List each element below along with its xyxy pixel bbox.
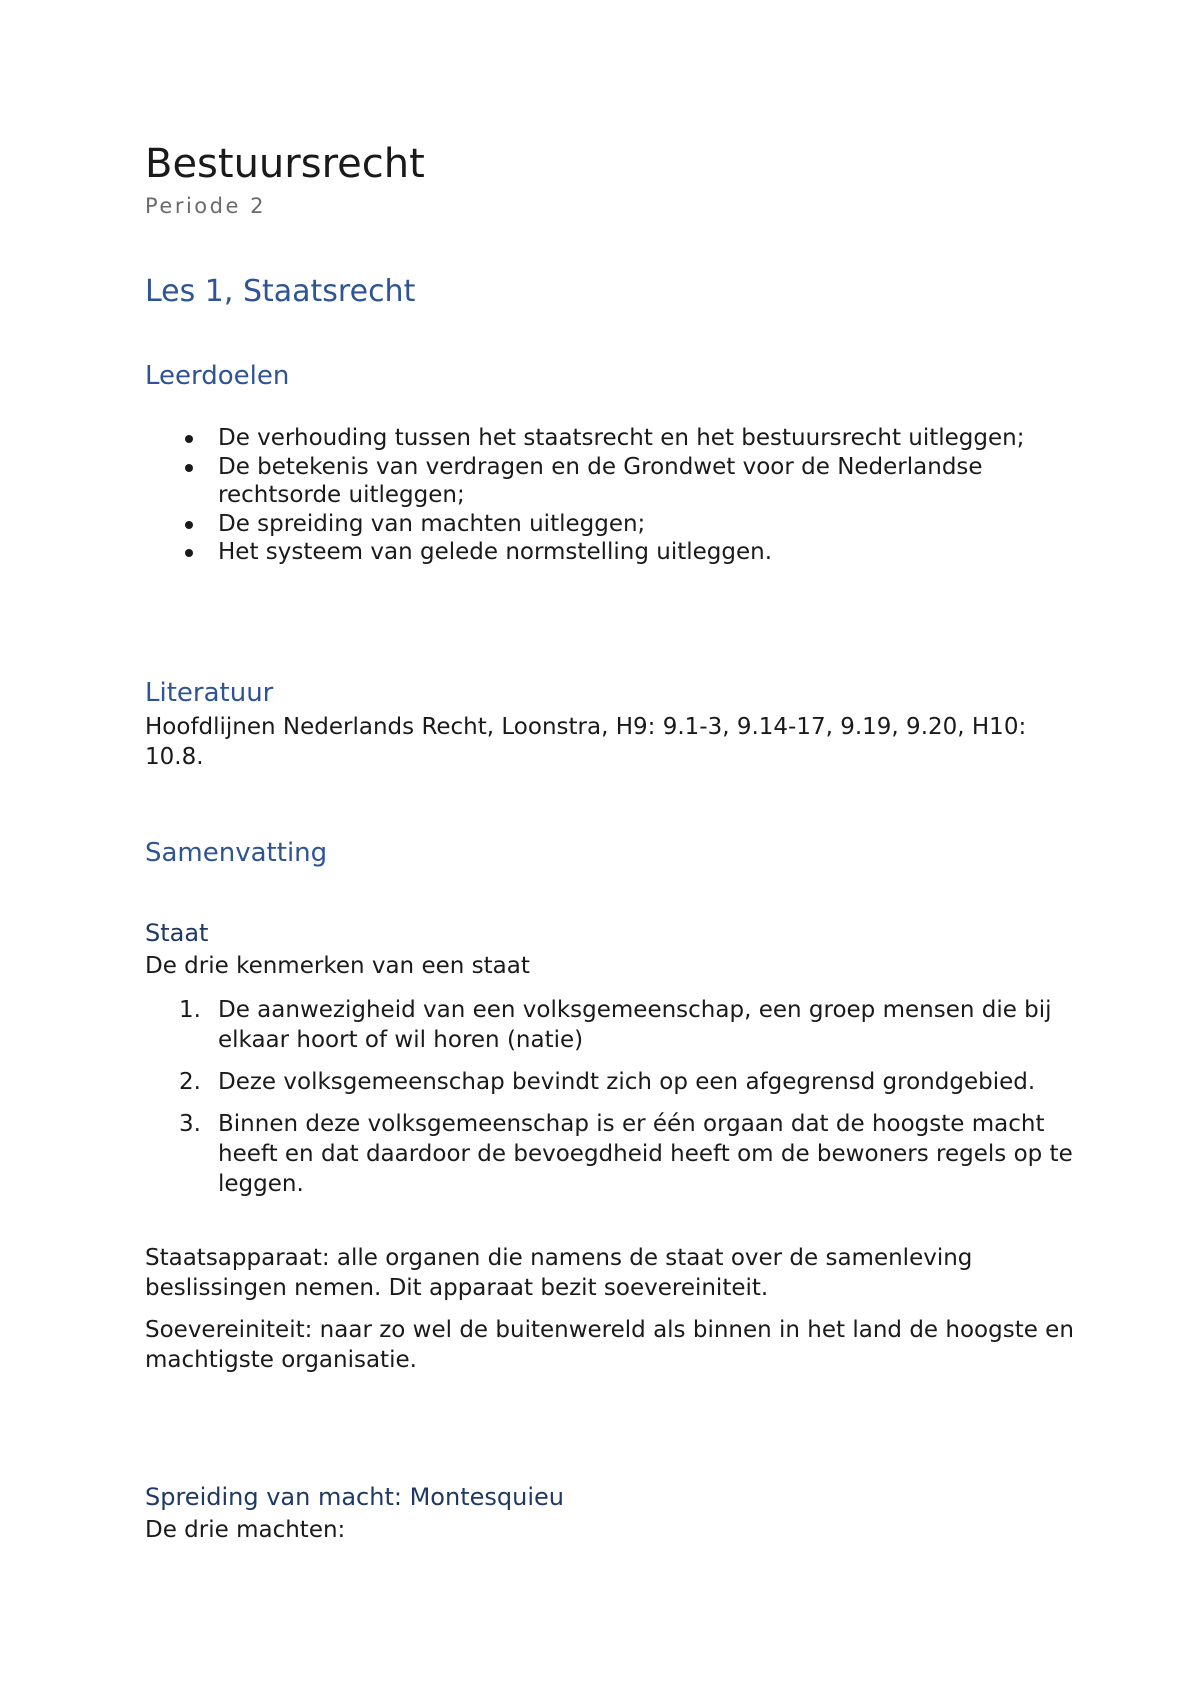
list-item (145, 453, 1085, 510)
soevereiniteit-text: Soevereiniteit: naar zo wel de buitenwereld als binnen in het land de hoogste en machtigste organisatie. (145, 1317, 1074, 1373)
list-item-text: De spreiding van machten uitleggen; (218, 510, 646, 537)
list-item (145, 538, 1085, 567)
document-subtitle: Periode 2 (145, 194, 266, 218)
staat-intro: De drie kenmerken van een staat (145, 953, 530, 979)
list-item (145, 510, 1085, 539)
list-number: 1. (179, 997, 201, 1023)
document-title: Bestuursrecht (145, 141, 425, 187)
list-item-text: Deze volksgemeenschap bevindt zich op een afgegrensd grondgebied. (218, 1069, 1036, 1095)
list-item-text: De aanwezigheid van een volksgemeenschap, een groep mensen die bij elkaar hoort of wil horen (natie) (218, 997, 1052, 1053)
literatuur-heading: Literatuur (145, 678, 274, 708)
list-item-text: Binnen deze volksgemeenschap is er één orgaan dat de hoogste macht heeft en dat daardoor de bevoegdheid heeft om de bewoners regels op te leggen. (218, 1111, 1073, 1197)
list-item (145, 424, 1085, 453)
list-item-text: De verhouding tussen het staatsrecht en het bestuursrecht uitleggen; (218, 425, 1025, 451)
list-number: 3. (179, 1111, 201, 1137)
bullet-icon (185, 549, 193, 557)
list-item (145, 1109, 1085, 1199)
literatuur-text: Hoofdlijnen Nederlands Recht, Loonstra, H9: 9.1-3, 9.14-17, 9.19, 9.20, H10: 10.8. (145, 714, 1027, 770)
list-item-text: Het systeem van gelede normstelling uitleggen. (218, 539, 773, 565)
staat-heading: Staat (145, 919, 209, 947)
lesson-heading: Les 1, Staatsrecht (145, 274, 416, 309)
list-item (145, 1067, 1085, 1097)
list-item-text: De betekenis van verdragen en de Grondwet voor de Nederlandse rechtsorde uitleggen; (218, 453, 983, 508)
spreiding-heading: Spreiding van macht: Montesquieu (145, 1483, 564, 1511)
staatsapparaat-text: Staatsapparaat: alle organen die namens de staat over de samenleving beslissingen nemen. Dit apparaat bezit soevereiniteit. (145, 1245, 973, 1301)
spreiding-intro: De drie machten: (145, 1517, 346, 1543)
bullet-icon (185, 464, 193, 472)
bullet-icon (185, 521, 193, 529)
bullet-icon (185, 435, 193, 443)
list-item (145, 995, 1085, 1055)
staat-kenmerken-list (145, 995, 1085, 1211)
samenvatting-heading: Samenvatting (145, 838, 328, 868)
list-number: 2. (179, 1069, 201, 1095)
leerdoelen-list (145, 424, 1085, 567)
leerdoelen-heading: Leerdoelen (145, 361, 290, 391)
